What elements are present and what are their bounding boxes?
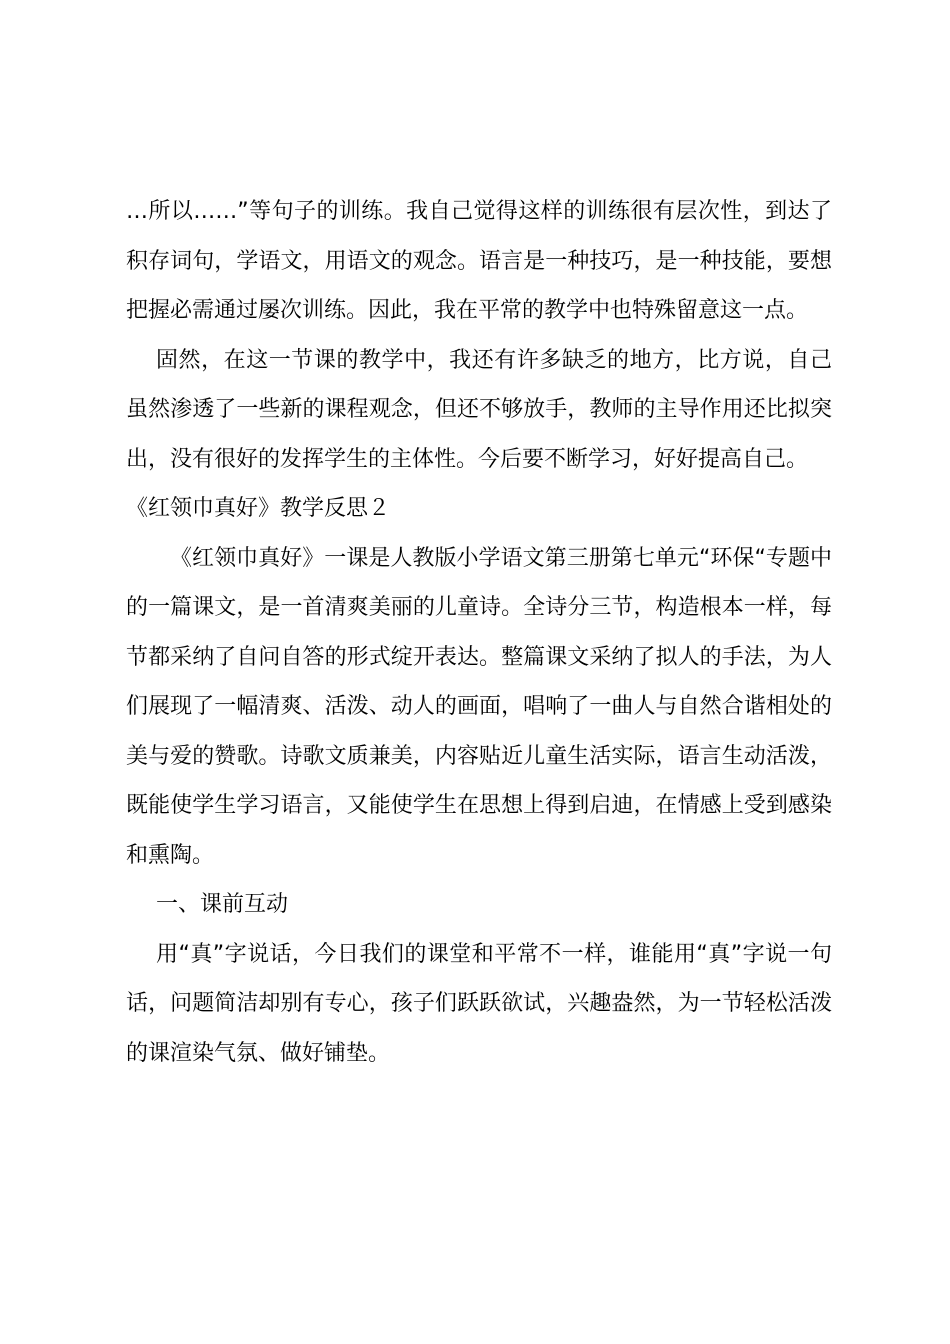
paragraph-pre-class-activity: 用“真”字说话，今日我们的课堂和平常不一样，谁能用“真”字说一句话，问题简洁却别有专心，孩子们跃跃欲试，兴趣盎然，为一节轻松活泼的课渲染气氛、做好铺垫。 (126, 941, 832, 1066)
document-page (126, 187, 832, 1078)
section-title: 《红领巾真好》教学反思２ (126, 496, 391, 521)
paragraph-continuation: …所以……”等句子的训练。我自己觉得这样的训练很有层次性，到达了积存词句，学语文，用语文的观念。语言是一种技巧，是一种技能，要想把握必需通过屡次训练。因此，我在平常的教学中也特殊留意这一点。 (126, 199, 832, 323)
paragraph-lesson-intro: 《红领巾真好》一课是人教版小学语文第三册第七单元“环保“专题中的一篇课文，是一首清爽美丽的儿童诗。全诗分三节，构造根本一样，每节都采纳了自问自答的形式绽开表达。整篇课文采纳了拟人的手法，为人们展现了一幅清爽、活泼、动人的画面，唱响了一曲人与自然合谐相处的美与爱的赞歌。诗歌文质兼美，内容贴近儿童生活实际，语言生动活泼，既能使学生学习语言，又能使学生在思想上得到启迪，在情感上受到感染和熏陶。 (126, 545, 832, 868)
paragraph-reflection: 固然，在这一节课的教学中，我还有许多缺乏的地方，比方说，自己虽然渗透了一些新的课程观念，但还不够放手，教师的主导作用还比拟突出，没有很好的发挥学生的主体性。今后要不断学习，好好提高自己。 (126, 347, 832, 472)
subheading-pre-class-interaction: 一、课前互动 (156, 892, 289, 917)
